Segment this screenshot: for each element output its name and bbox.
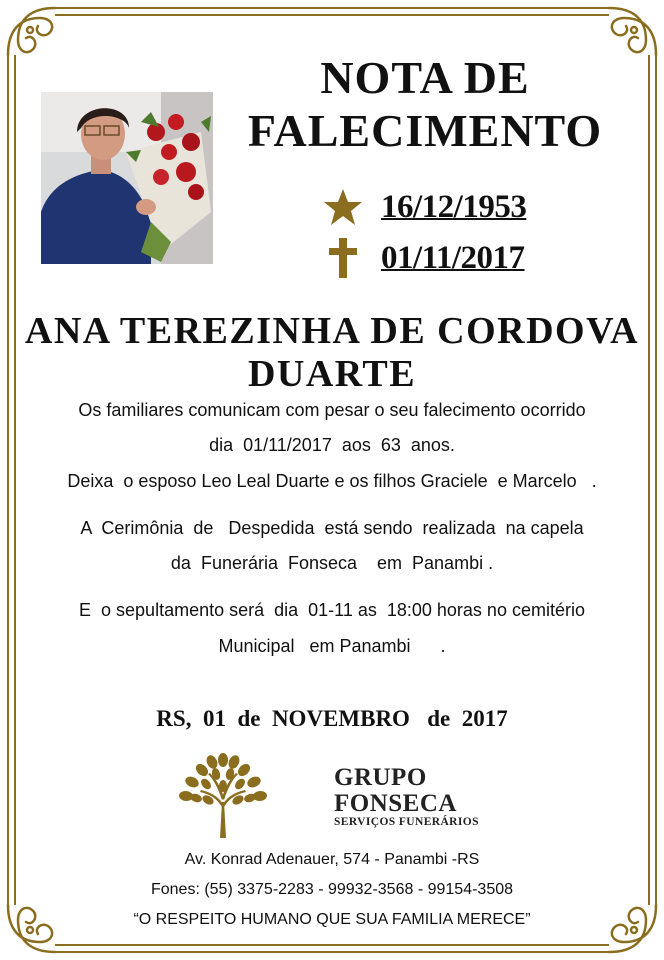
message-line: da Funerária Fonseca em Panambi . [170, 553, 494, 573]
brand-name-line-2: FONSECA [334, 790, 457, 817]
cross-icon [323, 236, 363, 280]
address: Av. Konrad Adenauer, 574 - Panambi -RS [184, 851, 480, 868]
message-line: E o sepultamento será dia 01-11 as 18:00 horas no cemitério [79, 600, 585, 620]
place-and-date: RS, 01 de NOVEMBRO de 2017 [156, 706, 508, 731]
brand-tagline: SERVIÇOS FUNERÁRIOS [334, 816, 479, 828]
corner-ornament-top-left [8, 8, 55, 55]
message-line: Municipal em Panambi . [218, 636, 446, 656]
message-line: A Cerimônia de Despedida está sendo realizada na capela [80, 518, 584, 538]
message-line: dia 01/11/2017 aos 63 anos. [209, 435, 455, 455]
star-icon [323, 187, 363, 227]
deceased-name-line-2: DUARTE [247, 353, 417, 395]
message-line: Os familiares comunicam com pesar o seu falecimento ocorrido [78, 400, 586, 420]
corner-ornament-top-right [609, 8, 656, 55]
deceased-name-line-1: ANA TEREZINHA DE CORDOVA [24, 310, 640, 352]
birth-date: 16/12/1953 [381, 188, 527, 225]
title-line-2: FALECIMENTO [247, 105, 603, 156]
birth-date-row [323, 185, 526, 229]
motto: “O RESPEITO HUMANO QUE SUA FAMILIA MERECE” [133, 911, 531, 928]
deceased-photo [41, 92, 213, 264]
death-date-row [323, 236, 525, 280]
brand-name-line-1: GRUPO [334, 764, 427, 791]
message-line: Deixa o esposo Leo Leal Duarte e os filhos Graciele e Marcelo . [67, 471, 597, 491]
title-line-1: NOTA DE [320, 52, 530, 103]
death-date: 01/11/2017 [381, 239, 525, 276]
tree-icon [178, 752, 268, 838]
phones: Fones: (55) 3375-2283 - 99932-3568 - 99154-3508 [150, 881, 514, 898]
